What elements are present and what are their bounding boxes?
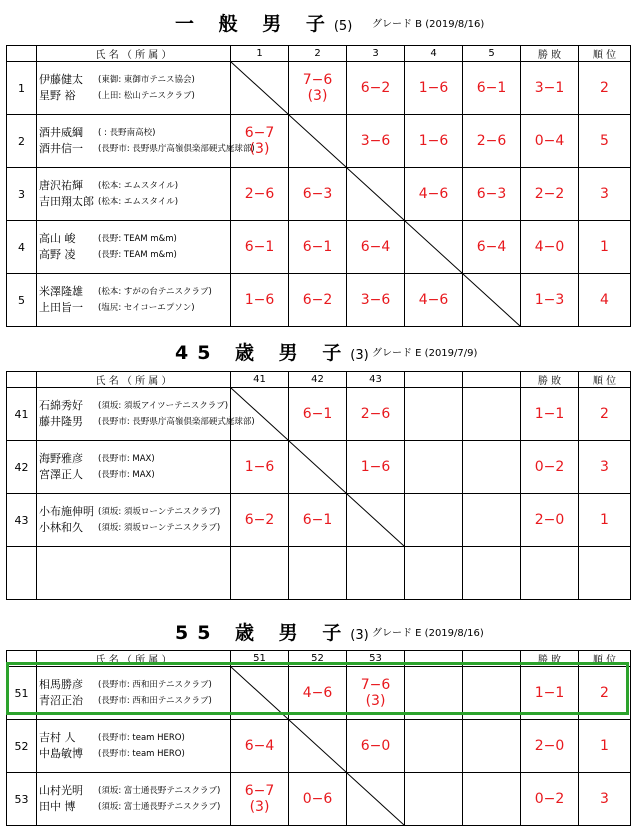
match-score bbox=[231, 773, 289, 826]
set-score: 6−1 bbox=[302, 239, 333, 255]
player-pair-row bbox=[7, 274, 631, 327]
player-affiliation: ( : 長野南高校) bbox=[98, 128, 156, 138]
pair-number: 41 bbox=[7, 388, 37, 441]
results-table bbox=[6, 371, 631, 600]
player-name: 酒井信一 bbox=[39, 142, 83, 155]
section-title-row bbox=[0, 9, 641, 33]
match-score bbox=[405, 168, 463, 221]
player-affiliation: (長野市: 長野県庁高嶺倶楽部硬式庭球部) bbox=[98, 417, 255, 427]
match-score bbox=[289, 547, 347, 600]
set-score: 0−6 bbox=[302, 791, 333, 807]
player-name: 宮澤正人 bbox=[39, 468, 83, 481]
pair-number: 43 bbox=[7, 494, 37, 547]
header-rank: 順 位 bbox=[579, 372, 631, 388]
match-score bbox=[405, 547, 463, 600]
player-affiliation: (須坂: 須坂ローンテニスクラブ) bbox=[98, 507, 221, 517]
player-affiliation: (長野市: MAX) bbox=[98, 454, 155, 464]
match-score bbox=[463, 168, 521, 221]
pair-names-cell bbox=[37, 547, 231, 600]
results-table bbox=[6, 45, 631, 327]
pair-number: 51 bbox=[7, 667, 37, 720]
player-pair-row bbox=[7, 388, 631, 441]
player-pair-row bbox=[7, 773, 631, 826]
match-score bbox=[463, 62, 521, 115]
pair-number: 1 bbox=[7, 62, 37, 115]
final-rank: 4 bbox=[579, 274, 631, 327]
match-score bbox=[289, 388, 347, 441]
player-pair-row bbox=[7, 221, 631, 274]
set-score: 4−6 bbox=[418, 292, 449, 308]
player-pair-row bbox=[7, 115, 631, 168]
header-name-affiliation: 氏 名 （ 所 属 ） bbox=[37, 651, 231, 667]
match-score bbox=[231, 115, 289, 168]
set-score: 6−4 bbox=[476, 239, 507, 255]
section-title-row bbox=[0, 338, 641, 362]
self-match-diagonal bbox=[347, 168, 405, 221]
set-score: 1−6 bbox=[418, 133, 449, 149]
final-rank: 3 bbox=[579, 441, 631, 494]
match-score bbox=[347, 441, 405, 494]
pair-names-cell bbox=[37, 115, 255, 168]
final-rank: 2 bbox=[579, 388, 631, 441]
pair-names-cell bbox=[37, 441, 231, 494]
player-affiliation: (須坂: 富士通長野テニスクラブ) bbox=[98, 786, 221, 796]
match-score bbox=[231, 274, 289, 327]
self-match-diagonal bbox=[463, 274, 521, 327]
match-score bbox=[347, 62, 405, 115]
header-win-loss: 勝 敗 bbox=[521, 46, 579, 62]
match-score bbox=[289, 221, 347, 274]
player-name: 相馬勝彦 bbox=[39, 678, 83, 691]
set-score: 4−6 bbox=[418, 186, 449, 202]
pair-number: 5 bbox=[7, 274, 37, 327]
tiebreak-score: (3) bbox=[249, 799, 270, 815]
self-match-diagonal bbox=[347, 773, 405, 826]
pair-number: 3 bbox=[7, 168, 37, 221]
section-player-count: (3) bbox=[350, 348, 369, 363]
match-score bbox=[405, 274, 463, 327]
win-loss-record bbox=[521, 547, 579, 600]
match-score bbox=[347, 547, 405, 600]
player-name: 米澤隆雄 bbox=[39, 285, 83, 298]
match-score bbox=[289, 274, 347, 327]
set-score: 6−4 bbox=[244, 738, 275, 754]
pair-names-cell bbox=[37, 720, 231, 773]
set-score: 6−1 bbox=[476, 80, 507, 96]
set-score: 1−6 bbox=[244, 459, 275, 475]
header-number-cell bbox=[7, 372, 37, 388]
self-match-diagonal bbox=[231, 62, 289, 115]
header-rank: 順 位 bbox=[579, 46, 631, 62]
set-score: 6−3 bbox=[302, 186, 333, 202]
win-loss-record: 1−1 bbox=[521, 388, 579, 441]
player-affiliation: (須坂: 須坂アイツーテニスクラブ) bbox=[98, 401, 229, 411]
match-score bbox=[231, 441, 289, 494]
player-affiliation: (長野市: 西和田テニスクラブ) bbox=[98, 680, 212, 690]
player-affiliation: (長野市: MAX) bbox=[98, 470, 155, 480]
pair-names-cell bbox=[37, 274, 231, 327]
set-score: 2−6 bbox=[360, 406, 391, 422]
set-score: 3−6 bbox=[360, 133, 391, 149]
set-score: 6−2 bbox=[244, 512, 275, 528]
player-name: 田中 博 bbox=[39, 800, 76, 813]
match-score bbox=[405, 441, 463, 494]
player-pair-row bbox=[7, 62, 631, 115]
player-affiliation: (長野: TEAM m&m) bbox=[98, 250, 177, 260]
match-score bbox=[231, 168, 289, 221]
player-name: 唐沢祐輝 bbox=[39, 179, 83, 192]
section-grade-date: グレード B (2019/8/16) bbox=[372, 19, 485, 30]
win-loss-record: 0−2 bbox=[521, 773, 579, 826]
match-score bbox=[289, 168, 347, 221]
final-rank: 1 bbox=[579, 720, 631, 773]
player-name: 吉村 人 bbox=[39, 731, 76, 744]
match-score bbox=[405, 388, 463, 441]
match-score bbox=[463, 388, 521, 441]
section-title-text: 一 般 男 子 bbox=[175, 13, 334, 35]
final-rank: 2 bbox=[579, 667, 631, 720]
player-name: 星野 裕 bbox=[39, 89, 76, 102]
pair-names-cell bbox=[37, 388, 255, 441]
set-score: 6−0 bbox=[360, 738, 391, 754]
match-score bbox=[231, 221, 289, 274]
player-name: 伊藤健太 bbox=[39, 73, 83, 86]
player-name: 青沼正治 bbox=[39, 694, 83, 707]
match-score bbox=[231, 547, 289, 600]
match-score bbox=[463, 115, 521, 168]
set-score: 6−1 bbox=[244, 239, 275, 255]
player-name: 中島敏博 bbox=[39, 747, 83, 760]
match-score bbox=[463, 720, 521, 773]
pair-names-cell bbox=[37, 168, 231, 221]
header-opponent-column: 51 bbox=[231, 651, 289, 667]
player-name: 山村光明 bbox=[39, 784, 83, 797]
final-rank: 3 bbox=[579, 168, 631, 221]
player-name: 高野 凌 bbox=[39, 248, 76, 261]
match-score bbox=[347, 274, 405, 327]
header-name-affiliation: 氏 名 （ 所 属 ） bbox=[37, 372, 231, 388]
pair-number: 4 bbox=[7, 221, 37, 274]
table-header-row bbox=[7, 372, 631, 388]
player-name: 藤井隆男 bbox=[39, 415, 83, 428]
pair-number: 2 bbox=[7, 115, 37, 168]
section-grade-date: グレード E (2019/7/9) bbox=[372, 348, 478, 359]
player-pair-row bbox=[7, 441, 631, 494]
player-name: 吉田翔太郎 bbox=[39, 195, 94, 208]
player-affiliation: (長野市: 西和田テニスクラブ) bbox=[98, 696, 212, 706]
player-affiliation: (長野: TEAM m&m) bbox=[98, 234, 177, 244]
player-affiliation: (須坂: 富士通長野テニスクラブ) bbox=[98, 802, 221, 812]
set-score: 7−6 bbox=[302, 72, 333, 88]
header-opponent-column: 4 bbox=[405, 46, 463, 62]
self-match-diagonal bbox=[347, 494, 405, 547]
section-title-text: 55 歳 男 子 bbox=[175, 622, 351, 644]
final-rank: 5 bbox=[579, 115, 631, 168]
set-score: 2−6 bbox=[476, 133, 507, 149]
match-score bbox=[405, 773, 463, 826]
player-name: 高山 峻 bbox=[39, 232, 76, 245]
pair-number bbox=[7, 547, 37, 600]
tiebreak-score: (3) bbox=[365, 693, 386, 709]
section-player-count: (3) bbox=[350, 628, 369, 643]
self-match-diagonal bbox=[289, 720, 347, 773]
player-affiliation: (松本: エムスタイル) bbox=[98, 197, 179, 207]
header-number-cell bbox=[7, 46, 37, 62]
win-loss-record: 3−1 bbox=[521, 62, 579, 115]
self-match-diagonal bbox=[231, 388, 289, 441]
win-loss-record: 2−0 bbox=[521, 720, 579, 773]
win-loss-record: 1−1 bbox=[521, 667, 579, 720]
final-rank: 3 bbox=[579, 773, 631, 826]
player-name: 酒井威綱 bbox=[39, 126, 83, 139]
header-opponent-column bbox=[405, 372, 463, 388]
pair-names-cell bbox=[37, 62, 231, 115]
header-opponent-column: 41 bbox=[231, 372, 289, 388]
match-score bbox=[289, 494, 347, 547]
player-name: 小布施伸明 bbox=[39, 505, 94, 518]
set-score: 6−7 bbox=[244, 125, 275, 141]
player-affiliation: (長野市: team HERO) bbox=[98, 749, 185, 759]
table-header-row bbox=[7, 46, 631, 62]
player-affiliation: (長野市: 長野県庁高嶺倶楽部硬式庭球部) bbox=[98, 144, 255, 154]
player-name: 海野雅彦 bbox=[39, 452, 83, 465]
self-match-diagonal bbox=[405, 221, 463, 274]
player-name: 小林和久 bbox=[39, 521, 83, 534]
set-score: 7−6 bbox=[360, 677, 391, 693]
player-pair-row bbox=[7, 168, 631, 221]
player-name: 石綿秀好 bbox=[39, 399, 83, 412]
final-rank: 1 bbox=[579, 221, 631, 274]
header-win-loss: 勝 敗 bbox=[521, 372, 579, 388]
set-score: 1−6 bbox=[418, 80, 449, 96]
header-opponent-column: 42 bbox=[289, 372, 347, 388]
player-pair-row bbox=[7, 720, 631, 773]
match-score bbox=[463, 547, 521, 600]
header-opponent-column: 53 bbox=[347, 651, 405, 667]
self-match-diagonal bbox=[289, 441, 347, 494]
final-rank: 2 bbox=[579, 62, 631, 115]
match-score bbox=[463, 494, 521, 547]
tiebreak-score: (3) bbox=[307, 88, 328, 104]
header-name-affiliation: 氏 名 （ 所 属 ） bbox=[37, 46, 231, 62]
player-affiliation: (松本: エムスタイル) bbox=[98, 181, 179, 191]
set-score: 4−6 bbox=[302, 685, 333, 701]
header-opponent-column: 52 bbox=[289, 651, 347, 667]
set-score: 1−6 bbox=[360, 459, 391, 475]
player-affiliation: (東御: 東御市テニス協会) bbox=[98, 75, 195, 85]
set-score: 1−6 bbox=[244, 292, 275, 308]
match-score bbox=[405, 115, 463, 168]
win-loss-record: 0−4 bbox=[521, 115, 579, 168]
match-score bbox=[347, 720, 405, 773]
set-score: 6−2 bbox=[302, 292, 333, 308]
match-score bbox=[463, 773, 521, 826]
set-score: 2−6 bbox=[244, 186, 275, 202]
match-score bbox=[347, 221, 405, 274]
set-score: 6−4 bbox=[360, 239, 391, 255]
player-affiliation: (須坂: 須坂ローンテニスクラブ) bbox=[98, 523, 221, 533]
win-loss-record: 0−2 bbox=[521, 441, 579, 494]
player-affiliation: (松本: すがの台テニスクラブ) bbox=[98, 287, 212, 297]
set-score: 3−6 bbox=[360, 292, 391, 308]
pair-number: 42 bbox=[7, 441, 37, 494]
pair-names-cell bbox=[37, 773, 231, 826]
header-opponent-column: 43 bbox=[347, 372, 405, 388]
set-score: 6−1 bbox=[302, 406, 333, 422]
match-score bbox=[231, 494, 289, 547]
set-score: 6−7 bbox=[244, 783, 275, 799]
match-score bbox=[289, 62, 347, 115]
win-loss-record: 2−0 bbox=[521, 494, 579, 547]
win-loss-record: 4−0 bbox=[521, 221, 579, 274]
section-title-row bbox=[0, 618, 641, 642]
match-score bbox=[289, 773, 347, 826]
section-grade-date: グレード E (2019/8/16) bbox=[372, 628, 484, 639]
highlight-box bbox=[6, 662, 629, 715]
self-match-diagonal bbox=[289, 115, 347, 168]
section-title bbox=[175, 338, 369, 365]
match-score bbox=[231, 720, 289, 773]
section-title-text: 45 歳 男 子 bbox=[175, 342, 351, 364]
set-score: 6−1 bbox=[302, 512, 333, 528]
header-opponent-column: 5 bbox=[463, 46, 521, 62]
player-affiliation: (塩尻: セイコーエプソン) bbox=[98, 303, 195, 313]
pair-number: 53 bbox=[7, 773, 37, 826]
player-affiliation: (長野市: team HERO) bbox=[98, 733, 185, 743]
match-score bbox=[463, 221, 521, 274]
player-pair-row bbox=[7, 494, 631, 547]
header-opponent-column: 1 bbox=[231, 46, 289, 62]
set-score: 6−3 bbox=[476, 186, 507, 202]
set-score: 6−2 bbox=[360, 80, 391, 96]
player-name: 上田旨一 bbox=[39, 301, 83, 314]
match-score bbox=[463, 441, 521, 494]
player-pair-row bbox=[7, 547, 631, 600]
header-rank: 順 位 bbox=[579, 651, 631, 667]
header-opponent-column bbox=[463, 372, 521, 388]
match-score bbox=[405, 62, 463, 115]
section-title bbox=[175, 618, 369, 645]
header-opponent-column: 3 bbox=[347, 46, 405, 62]
player-affiliation: (上田: 松山テニスクラブ) bbox=[98, 91, 195, 101]
match-score bbox=[347, 388, 405, 441]
section-player-count: (5) bbox=[333, 19, 353, 34]
match-score bbox=[405, 720, 463, 773]
win-loss-record: 1−3 bbox=[521, 274, 579, 327]
section-title bbox=[175, 9, 352, 36]
tiebreak-score: (3) bbox=[249, 141, 270, 157]
win-loss-record: 2−2 bbox=[521, 168, 579, 221]
match-score bbox=[405, 494, 463, 547]
match-score bbox=[347, 115, 405, 168]
final-rank: 1 bbox=[579, 494, 631, 547]
header-opponent-column: 2 bbox=[289, 46, 347, 62]
final-rank bbox=[579, 547, 631, 600]
pair-number: 52 bbox=[7, 720, 37, 773]
pair-names-cell bbox=[37, 494, 231, 547]
pair-names-cell bbox=[37, 221, 231, 274]
header-win-loss: 勝 敗 bbox=[521, 651, 579, 667]
